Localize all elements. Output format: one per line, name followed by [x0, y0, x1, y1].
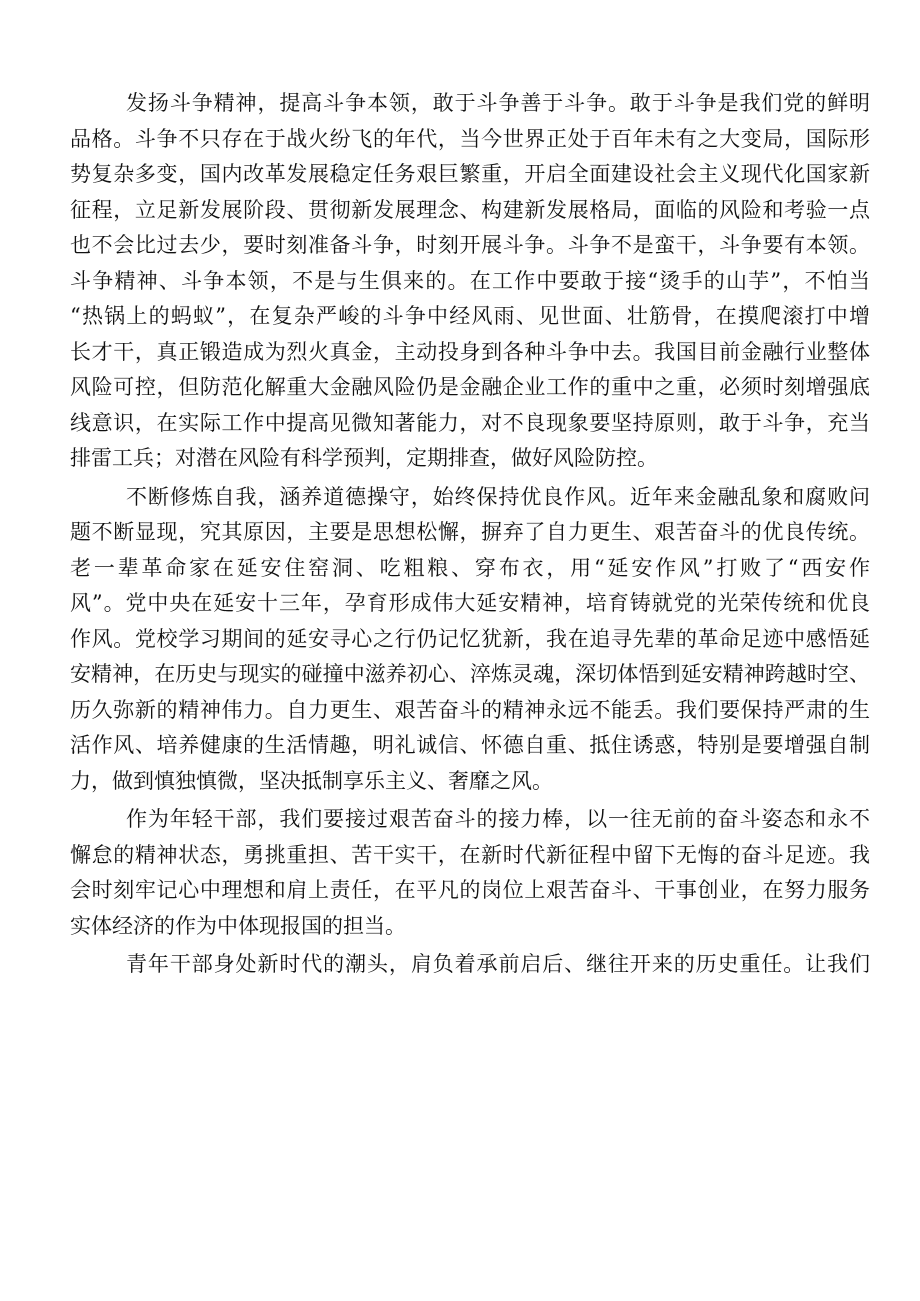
text-line: 长才干，真正锻造成为烈火真金，主动投身到各种斗争中去。我国目前金融行业整体	[70, 339, 870, 364]
text-line: “热锅上的蚂蚁”，在复杂严峻的斗争中经风雨、见世面、壮筋骨，在摸爬滚打中增	[70, 304, 870, 328]
text-line: 作风。党校学习期间的延安寻心之行仍记忆犹新，我在追寻先辈的革命足迹中感悟延	[70, 626, 870, 651]
text-line: 势复杂多变，国内改革发展稳定任务艰巨繁重，开启全面建设社会主义现代化国家新	[70, 162, 870, 186]
text-line: 品格。斗争不只存在于战火纷飞的年代，当今世界正处于百年未有之大变局，国际形	[70, 126, 870, 151]
text-line: 活作风、培养健康的生活情趣，明礼诚信、怀德自重、抵住诱惑，特别是要增强自制	[70, 733, 870, 757]
document-body	[70, 86, 870, 983]
text-line: 风”。党中央在延安十三年，孕育形成伟大延安精神，培育铸就党的光荣传统和优良	[70, 591, 870, 615]
text-line: 征程，立足新发展阶段、贯彻新发展理念、构建新发展格局，面临的风险和考验一点	[70, 197, 870, 222]
text-line: 历久弥新的精神伟力。自力更生、艰苦奋斗的精神永远不能丢。我们要保持严肃的生	[70, 697, 870, 722]
text-line: 线意识，在实际工作中提高见微知著能力，对不良现象要坚持原则，敢于斗争，充当	[70, 410, 870, 435]
text-line: 排雷工兵；对潜在风险有科学预判，定期排查，做好风险防控。	[70, 446, 658, 470]
text-line: 安精神，在历史与现实的碰撞中滋养初心、淬炼灵魂，深切体悟到延安精神跨越时空、	[70, 662, 870, 686]
text-line: 老一辈革命家在延安住窑洞、吃粗粮、穿布衣，用“延安作风”打败了“西安作	[70, 555, 870, 580]
text-line: 发扬斗争精神，提高斗争本领，敢于斗争善于斗争。敢于斗争是我们党的鲜明	[126, 91, 870, 115]
text-line: 力，做到慎独慎微，坚决抵制享乐主义、奢靡之风。	[70, 768, 553, 793]
text-line: 不断修炼自我，涵养道德操守，始终保持优良作风。近年来金融乱象和腐败问	[126, 484, 870, 509]
text-line: 作为年轻干部，我们要接过艰苦奋斗的接力棒，以一往无前的奋斗姿态和永不	[126, 807, 870, 831]
text-line: 实体经济的作为中体现报国的担当。	[70, 913, 406, 938]
text-line: 懈怠的精神状态，勇挑重担、苦干实干，在新时代新征程中留下无悔的奋斗足迹。我	[70, 842, 870, 867]
text-line: 斗争精神、斗争本领，不是与生俱来的。在工作中要敢于接“烫手的山芋”，不怕当	[70, 268, 870, 293]
text-line: 题不断显现，究其原因，主要是思想松懈，摒弃了自力更生、艰苦奋斗的优良传统。	[70, 520, 870, 544]
text-line: 青年干部身处新时代的潮头，肩负着承前启后、继往开来的历史重任。让我们	[126, 952, 870, 976]
text-line: 风险可控，但防范化解重大金融风险仍是金融企业工作的重中之重，必须时刻增强底	[70, 375, 870, 399]
text-line: 也不会比过去少，要时刻准备斗争，时刻开展斗争。斗争不是蛮干，斗争要有本领。	[70, 233, 870, 257]
text-line: 会时刻牢记心中理想和肩上责任，在平凡的岗位上艰苦奋斗、干事创业，在努力服务	[70, 878, 870, 902]
